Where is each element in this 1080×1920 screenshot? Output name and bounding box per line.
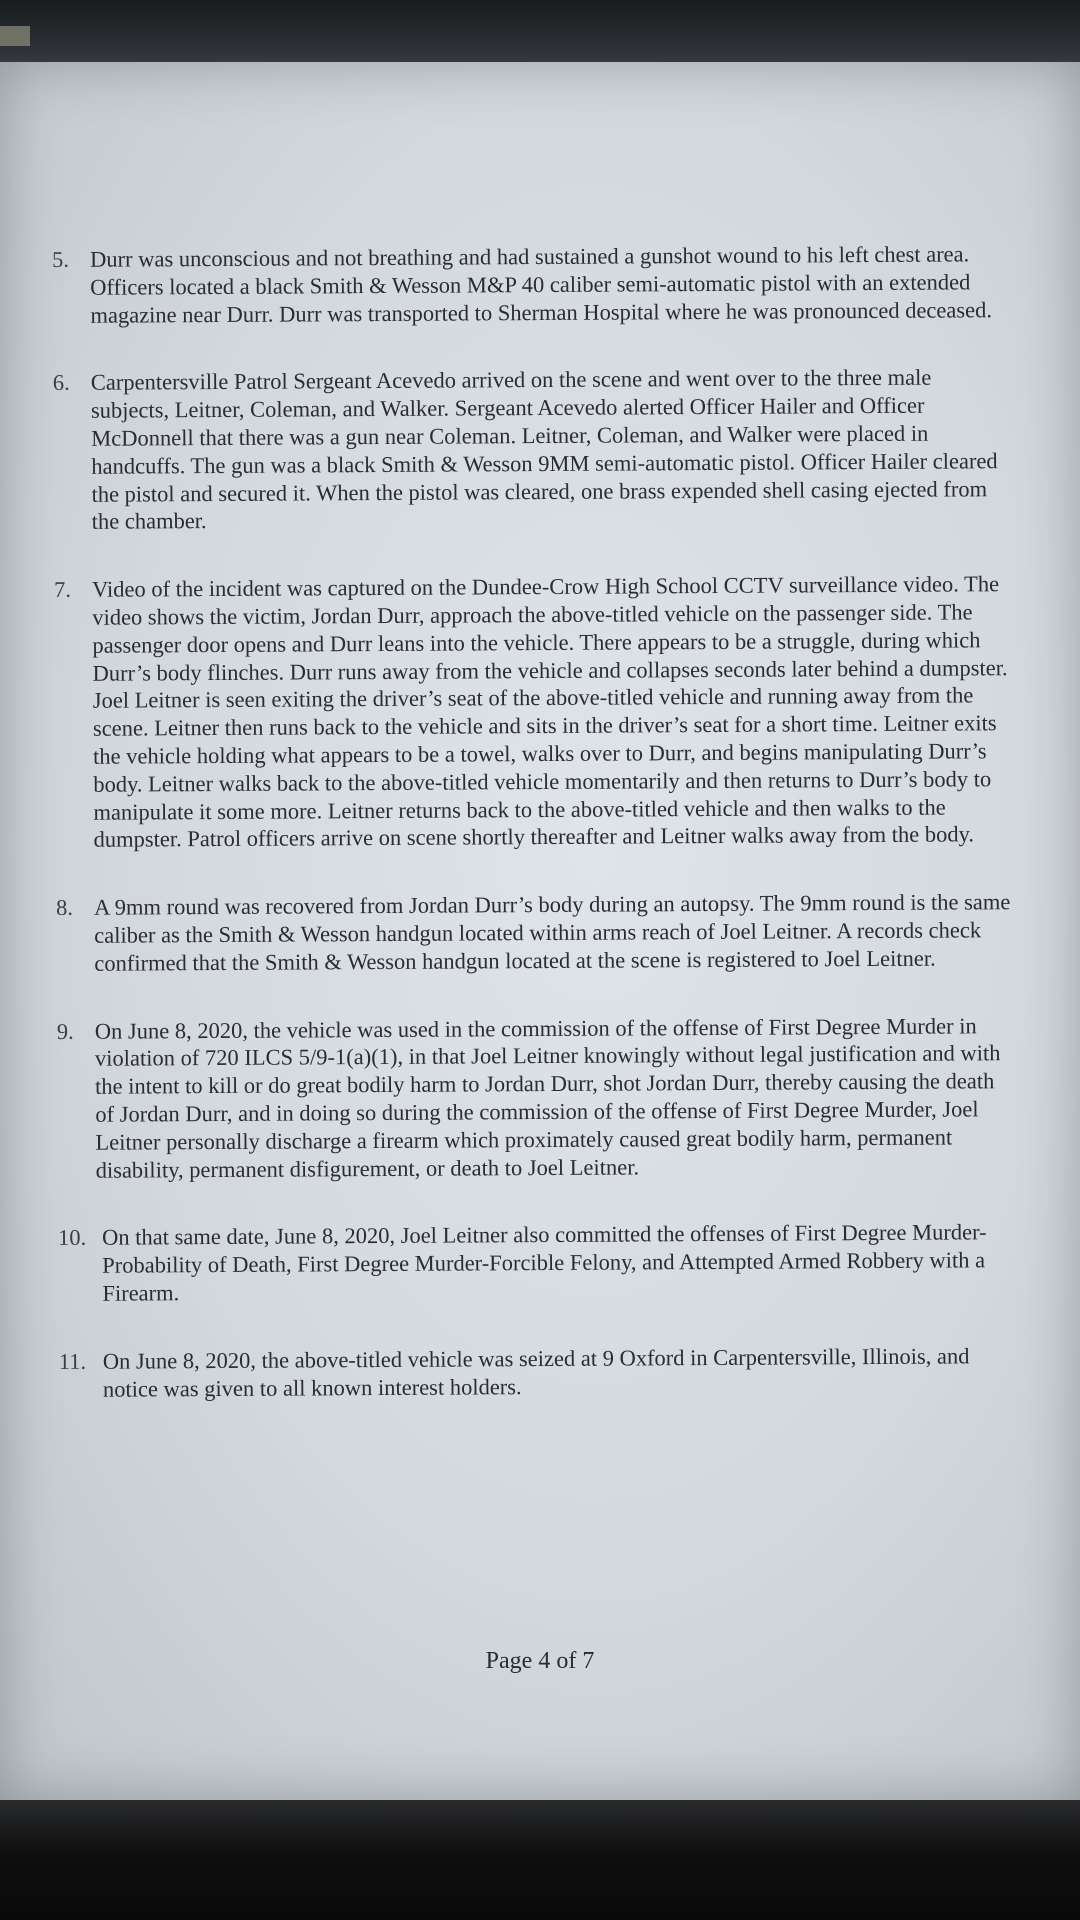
paragraph-text: Carpentersville Patrol Sergeant Acevedo arrived on the scene and went over to the three male subjects, Leitner, Coleman, and Walker. Sergeant Acevedo alerted Officer Hailer and Officer McDonnell that there was a gun near Coleman. Leitner, Coleman, and Walker were placed in handcuffs. The gun was a black Smith & Wesson 9MM semi-automatic pistol. Officer Hailer cleared the pistol and secured it. When the pistol was cleared, one brass expended shell casing ejected from the chamber. bbox=[90, 365, 998, 535]
paragraph-8 bbox=[56, 888, 1016, 977]
top-dark-band bbox=[0, 0, 1080, 70]
paragraph-number: 8. bbox=[55, 895, 73, 921]
paragraph-number: 11. bbox=[58, 1348, 87, 1374]
paragraph-text: On that same date, June 8, 2020, Joel Leitner also committed the offenses of First Degree Murder-Probability of Death, First Degree Murder-Forcible Felony, and Attempted Armed Robbery with a Firearm. bbox=[101, 1219, 987, 1306]
paragraph-7 bbox=[54, 570, 1016, 854]
paragraph-9 bbox=[57, 1012, 1018, 1185]
paragraph-text: On June 8, 2020, the above-titled vehicle was seized at 9 Oxford in Carpentersville, Illinois, and notice was given to all known interest holders. bbox=[102, 1343, 970, 1402]
paragraph-text: On June 8, 2020, the vehicle was used in the commission of the offense of First Degree Murder in violation of 720 ILCS 5/9-1(a)(1), in that Joel Leitner knowingly without legal justification and with the intent to kill or do great bodily harm to Jordan Durr, shot Jordan Durr, thereby causing the death of Jordan Durr, and in doing so during the commission of the offense of First Degree Murder, Joel Leitner personally discharge a firearm which proximately caused great bodily harm, permanent disability, permanent disfigurement, or death to Joel Leitner. bbox=[94, 1012, 1001, 1183]
paragraph-10 bbox=[58, 1218, 1018, 1307]
paragraph-text: Durr was unconscious and not breathing and had sustained a gunshot wound to his left chest area. Officers located a black Smith & Wesson M&P 40 caliber semi-automatic pistol with an extended magazine near Durr. Durr was transported to Sherman Hospital where he was pronounced deceased. bbox=[90, 241, 993, 328]
paragraph-number: 10. bbox=[57, 1225, 87, 1251]
paragraph-number: 7. bbox=[54, 577, 72, 603]
paragraph-6 bbox=[53, 364, 1014, 537]
page-number: Page 4 of 7 bbox=[485, 1648, 595, 1674]
bottom-dark-band bbox=[0, 1800, 1080, 1920]
paragraph-number: 6. bbox=[52, 370, 70, 396]
binder-tab bbox=[0, 26, 30, 46]
paragraph-number: 9. bbox=[56, 1018, 74, 1044]
document-body bbox=[52, 240, 1019, 1443]
paragraph-text: Video of the incident was captured on the Dundee-Crow High School CCTV surveillance video. The video shows the victim, Jordan Durr, approach the above-titled vehicle on the passenger side. The passenger door opens and Durr leans into the vehicle. There appears to be a struggle, during which Durr’s body flinches. Durr runs away from the vehicle and collapses seconds later behind a dumpster. Joel Leitner is seen exiting the driver’s seat of the above-titled vehicle and running away from the scene. Leitner then runs back to the vehicle and sits in the driver’s seat for a short time. Leitner exits the vehicle holding what appears to be a towel, walks over to Durr, and begins manipulating Durr’s body. Leitner walks back to the above-titled vehicle momentarily and then returns to Durr’s body to manipulate it some more. Leitner returns back to the above-titled vehicle and then walks to the dumpster. Patrol officers arrive on scene shortly thereafter and Leitner walks away from the body. bbox=[92, 571, 1008, 853]
paragraph-number: 5. bbox=[52, 246, 70, 272]
paragraph-text: A 9mm round was recovered from Jordan Durr’s body during an autopsy. The 9mm round is the same caliber as the Smith & Wesson handgun located within arms reach of Joel Leitner. A records check confirmed that the Smith & Wesson handgun located at the scene is registered to Joel Leitner. bbox=[93, 889, 1011, 976]
paragraph-5 bbox=[52, 240, 1012, 329]
paragraph-11 bbox=[59, 1342, 1019, 1403]
